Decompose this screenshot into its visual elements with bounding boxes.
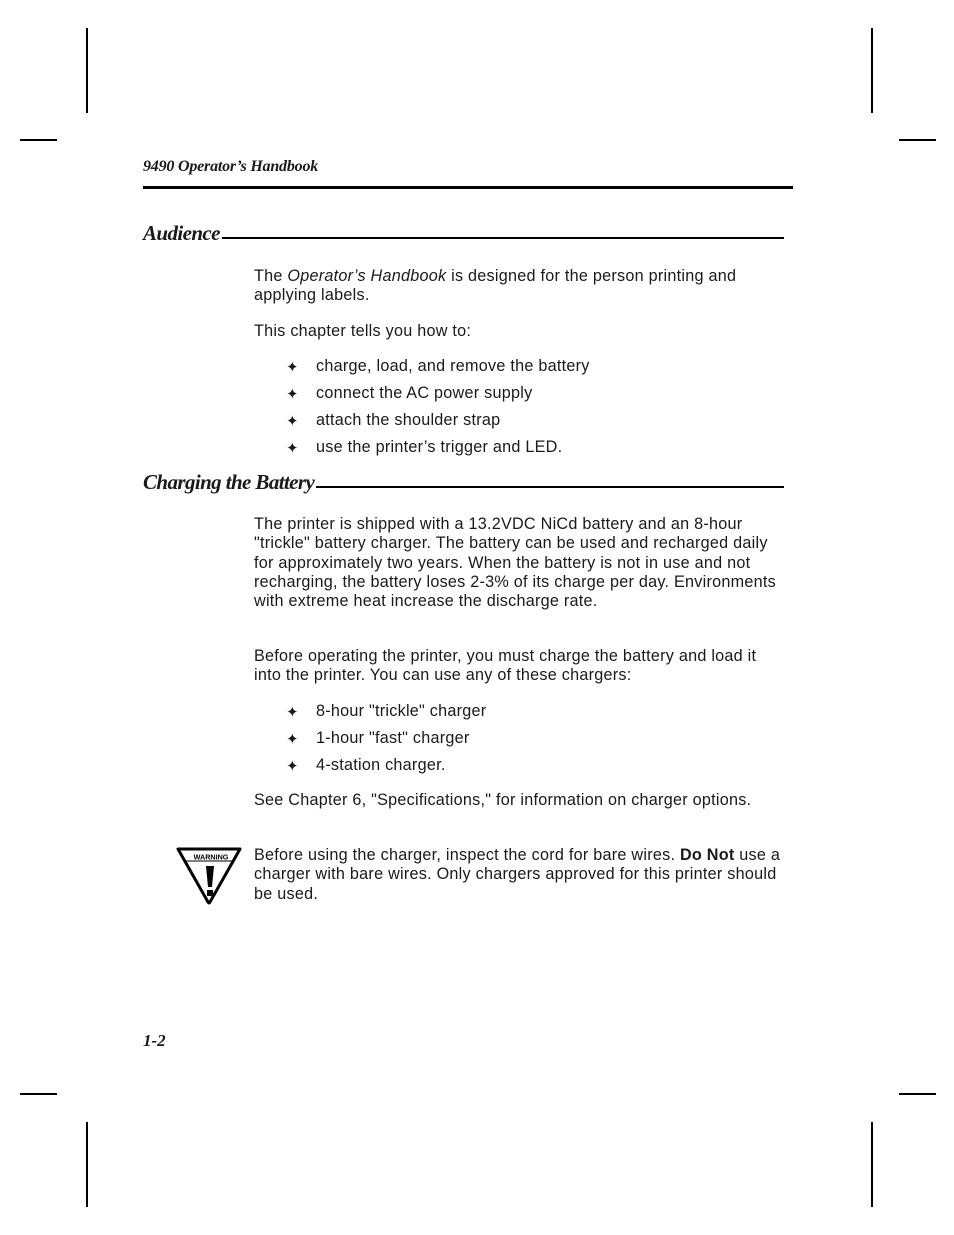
audience-lead-paragraph: This chapter tells you how to: — [254, 322, 472, 340]
heading-rule — [222, 237, 784, 239]
list-item-text: 4-station charger. — [316, 756, 446, 774]
warning-paragraph — [254, 846, 784, 904]
list-item — [286, 756, 486, 783]
bullet-icon: ✦ — [286, 704, 299, 721]
bullet-icon: ✦ — [286, 386, 299, 403]
list-item-text: use the printer’s trigger and LED. — [316, 438, 563, 456]
charging-paragraph-1: The printer is shipped with a 13.2VDC NiCd battery and an 8-hour "trickle" battery charger. The battery can be used and recharged daily for approximately two years. When the battery is not in use and not recharging, the battery loses 2-3% of its charge per day. Environments with extreme heat increase the discharge rate. — [254, 515, 776, 611]
bullet-icon: ✦ — [286, 758, 299, 775]
heading-rule — [316, 486, 784, 488]
list-item-text: 1-hour "fast" charger — [316, 729, 470, 747]
warning-emphasis: Do Not — [679, 846, 735, 864]
list-item-text: charge, load, and remove the battery — [316, 357, 590, 375]
section-heading-audience — [143, 221, 784, 245]
charging-paragraph-2: Before operating the printer, you must charge the battery and load it into the printer. You can use any of these chargers: — [254, 647, 757, 685]
list-item — [286, 357, 590, 384]
bullet-icon: ✦ — [286, 413, 299, 430]
crop-mark — [20, 139, 57, 141]
section-heading-text: Audience — [143, 221, 220, 245]
crop-mark — [899, 1093, 936, 1095]
header-rule — [143, 186, 793, 189]
intro-text: is designed for the person printing and applying labels. — [254, 267, 737, 305]
list-item-text: attach the shoulder strap — [316, 411, 501, 429]
intro-text: The — [254, 267, 288, 285]
bullet-icon: ✦ — [286, 359, 299, 376]
section-heading-charging — [143, 470, 784, 494]
list-item — [286, 411, 590, 438]
warning-text: Before using the charger, inspect the cord for bare wires. — [254, 846, 680, 864]
crop-mark — [899, 139, 936, 141]
page-number: 1-2 — [143, 1031, 166, 1050]
running-header: 9490 Operator’s Handbook — [143, 158, 319, 175]
list-item-text: 8-hour "trickle" charger — [316, 702, 487, 720]
bullet-icon: ✦ — [286, 731, 299, 748]
section-heading-text: Charging the Battery — [143, 470, 315, 494]
list-item — [286, 729, 486, 756]
bullet-icon: ✦ — [286, 440, 299, 457]
audience-intro-paragraph — [254, 267, 784, 306]
crop-mark — [871, 1122, 873, 1207]
list-item — [286, 702, 486, 729]
warning-icon — [175, 845, 243, 905]
crop-mark — [86, 28, 88, 113]
list-item — [286, 384, 590, 411]
audience-bullet-list — [286, 357, 590, 465]
crop-mark — [86, 1122, 88, 1207]
handbook-title: Operator’s Handbook — [287, 267, 447, 285]
crop-mark — [871, 28, 873, 113]
crop-mark — [20, 1093, 57, 1095]
warning-text: use a charger with bare wires. Only chargers approved for this printer should be used. — [254, 846, 781, 903]
warning-label: WARNING — [193, 852, 229, 862]
list-item — [286, 438, 590, 465]
charging-paragraph-3: See Chapter 6, "Specifications," for information on charger options. — [254, 791, 752, 809]
charger-bullet-list — [286, 702, 486, 783]
list-item-text: connect the AC power supply — [316, 384, 533, 402]
